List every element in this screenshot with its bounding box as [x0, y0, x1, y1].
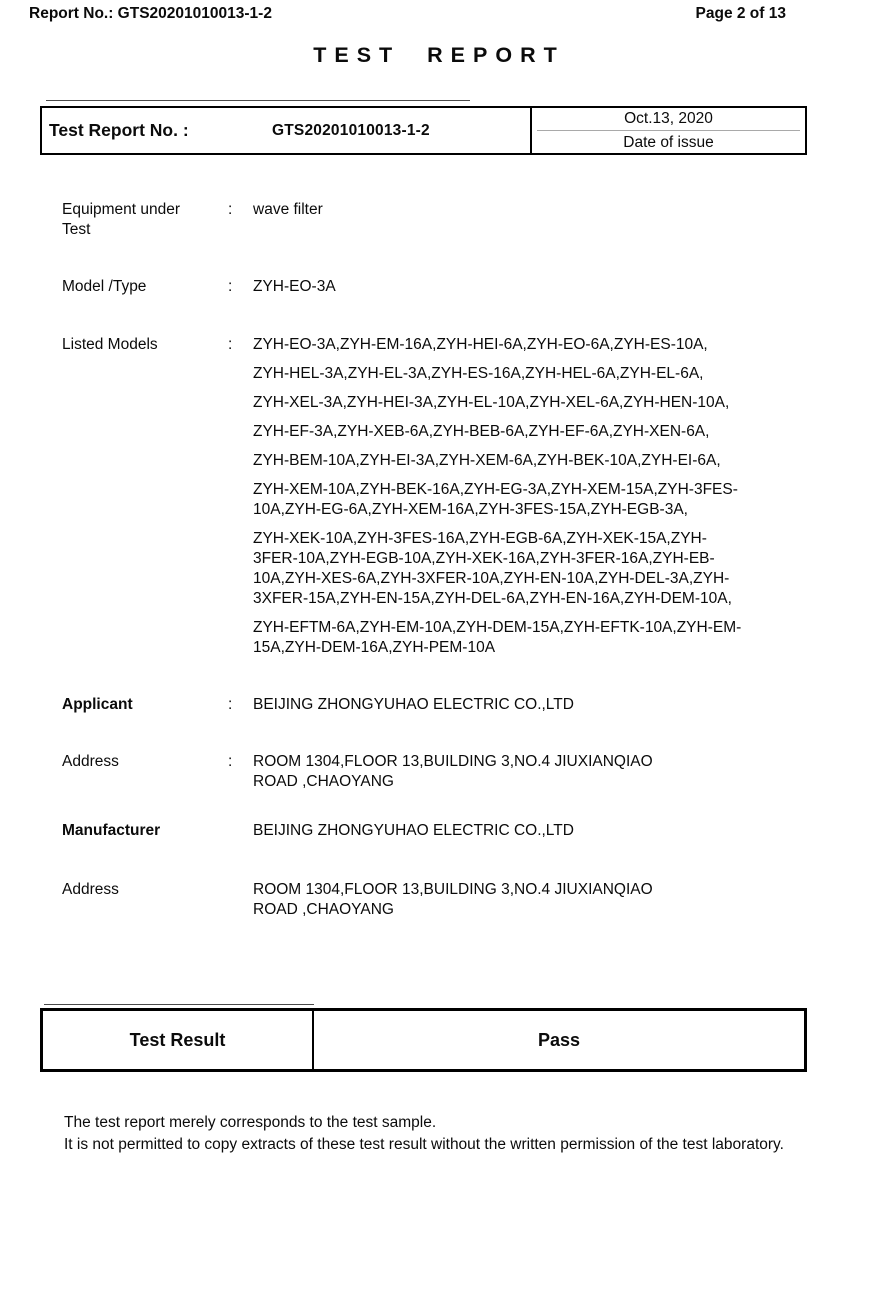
model-line: ZYH-EO-3A,ZYH-EM-16A,ZYH-HEI-6A,ZYH-EO-6A,ZYH-ES-10A, [253, 336, 708, 353]
field-value: ZYH-EO-3A [253, 278, 336, 295]
page-title: TEST REPORT [313, 43, 565, 67]
field-label: Listed Models [62, 336, 158, 353]
report-number-header: Report No.: GTS20201010013-1-2 [29, 5, 272, 22]
field-value: BEIJING ZHONGYUHAO ELECTRIC CO.,LTD [253, 822, 574, 839]
page-header [29, 5, 786, 23]
field-value: wave filter [253, 201, 323, 218]
field-row-applicant-address [62, 752, 812, 792]
field-row-manufacturer-address [62, 880, 812, 920]
report-number-label: Test Report No. : [49, 120, 189, 140]
field-row-applicant [62, 695, 812, 715]
field-value: ROOM 1304,FLOOR 13,BUILDING 3,NO.4 JIUXIANQIAO ROAD ,CHAOYANG [253, 881, 653, 918]
field-colon: : [228, 753, 233, 770]
field-value: BEIJING ZHONGYUHAO ELECTRIC CO.,LTD [253, 696, 574, 713]
model-line: ZYH-EFTM-6A,ZYH-EM-10A,ZYH-DEM-15A,ZYH-EFTK-10A,ZYH-EM- [253, 619, 742, 636]
scan-artifact-line [44, 1004, 314, 1005]
model-line: ZYH-HEL-3A,ZYH-EL-3A,ZYH-ES-16A,ZYH-HEL-6A,ZYH-EL-6A, [253, 365, 704, 382]
scan-artifact-line [46, 100, 470, 101]
field-row-manufacturer [62, 821, 812, 841]
field-row-equipment [62, 200, 812, 240]
field-label: Manufacturer [62, 822, 161, 839]
model-line: 15A,ZYH-DEM-16A,ZYH-PEM-10A [253, 639, 496, 656]
field-value: ROOM 1304,FLOOR 13,BUILDING 3,NO.4 JIUXIANQIAO ROAD ,CHAOYANG [253, 753, 653, 790]
listed-models-list [253, 335, 812, 658]
date-of-issue-cell [532, 108, 805, 153]
report-number-cell [42, 108, 532, 153]
test-result-value-cell: Pass [537, 1029, 581, 1050]
model-line: 3FER-10A,ZYH-EGB-10A,ZYH-XEK-16A,ZYH-3FER-16A,ZYH-EB- [253, 550, 715, 567]
field-row-listed-models [62, 335, 812, 658]
field-colon: : [228, 278, 233, 295]
model-line: ZYH-XEL-3A,ZYH-HEI-3A,ZYH-EL-10A,ZYH-XEL-6A,ZYH-HEN-10A, [253, 394, 730, 411]
date-of-issue-label: Date of issue [623, 133, 714, 151]
footer-note-line1: The test report merely corresponds to the test sample. [64, 1114, 437, 1131]
model-line: ZYH-XEM-10A,ZYH-BEK-16A,ZYH-EG-3A,ZYH-XEM-15A,ZYH-3FES- [253, 481, 738, 498]
model-line: ZYH-EF-3A,ZYH-XEB-6A,ZYH-BEB-6A,ZYH-EF-6A,ZYH-XEN-6A, [253, 423, 710, 440]
field-label: Address [62, 881, 119, 898]
report-number-table [40, 106, 807, 155]
field-colon: : [228, 201, 233, 218]
field-colon: : [228, 696, 233, 713]
report-number-value: GTS20201010013-1-2 [272, 121, 430, 139]
page-number: Page 2 of 13 [695, 5, 786, 22]
issue-date: Oct.13, 2020 [624, 109, 713, 127]
test-result-table [40, 1008, 807, 1072]
model-line: 10A,ZYH-XES-6A,ZYH-3XFER-10A,ZYH-EN-10A,ZYH-DEL-3A,ZYH- [253, 570, 730, 587]
test-result-label-cell: Test Result [43, 1011, 314, 1069]
field-row-model [62, 277, 812, 297]
footer-note-line2: It is not permitted to copy extracts of these test result without the written permission of the test laboratory. [64, 1135, 784, 1153]
footer-notes [64, 1112, 831, 1155]
field-label: Address [62, 753, 119, 770]
field-label: Model /Type [62, 278, 147, 295]
field-colon: : [228, 336, 233, 353]
model-line: 10A,ZYH-EG-6A,ZYH-XEM-16A,ZYH-3FES-15A,ZYH-EGB-3A, [253, 501, 688, 518]
field-label: Applicant [62, 696, 133, 713]
field-label: Equipment under Test [62, 201, 181, 238]
model-line: ZYH-XEK-10A,ZYH-3FES-16A,ZYH-EGB-6A,ZYH-XEK-15A,ZYH- [253, 530, 707, 547]
model-line: 3XFER-15A,ZYH-EN-15A,ZYH-DEL-6A,ZYH-EN-16A,ZYH-DEM-10A, [253, 590, 732, 607]
model-line: ZYH-BEM-10A,ZYH-EI-3A,ZYH-XEM-6A,ZYH-BEK-10A,ZYH-EI-6A, [253, 452, 721, 469]
